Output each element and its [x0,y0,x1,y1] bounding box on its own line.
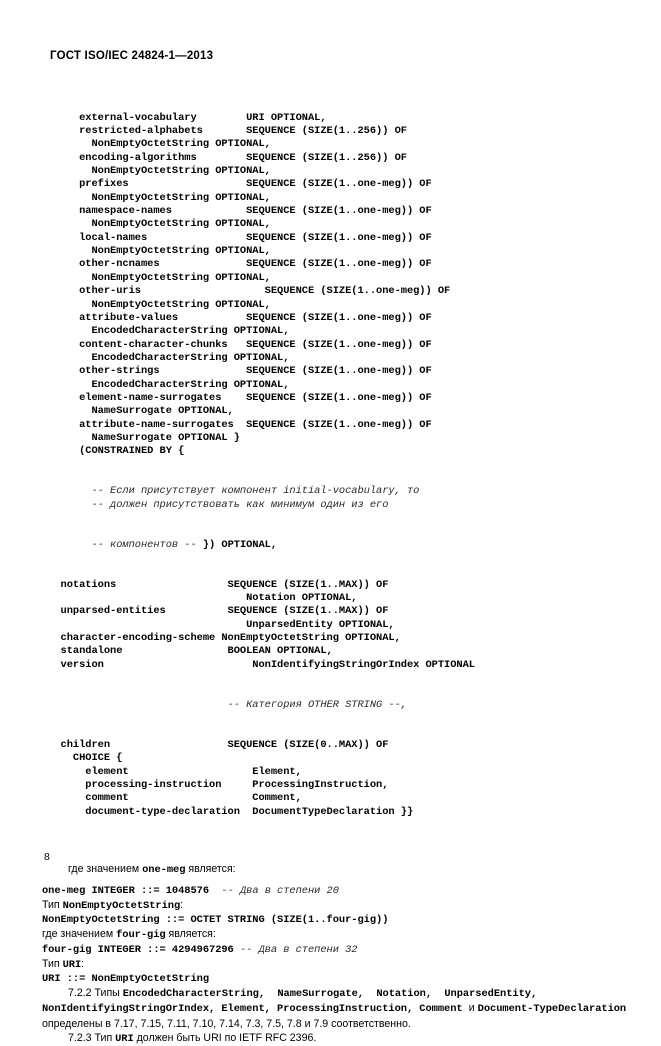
uri-type-label-post: : [81,957,85,970]
clause-7-2-3 [42,1031,642,1046]
spacer [42,877,642,884]
asn1-line: NonEmptyOctetString OPTIONAL, [42,218,271,231]
asn1-line: other-uris SEQUENCE (SIZE(1..one-meg)) OF [42,285,451,298]
asn1-line: NonEmptyOctetString OPTIONAL, [42,271,271,284]
nonempty-type-label [42,898,642,913]
spacer [42,855,642,862]
asn1-line: external-vocabulary URI OPTIONAL, [42,111,327,124]
nonempty-type-label-post: : [180,899,184,911]
asn1-comment-tail-prefix: -- компонентов -- [42,538,203,551]
asn1-line: UnparsedEntity OPTIONAL, [42,618,395,631]
four-gig-definition [42,943,642,957]
asn1-line: Notation OPTIONAL, [42,592,358,605]
asn1-line: document-type-declaration DocumentTypeDeclaration }} [42,805,414,818]
asn1-line: content-character-chunks SEQUENCE (SIZE(1..one-meg)) OF [42,338,432,351]
four-gig-intro-post: является: [165,928,216,941]
four-gig-intro-pre: где значением [42,928,117,941]
clause-723-number: 7.2.3 [68,1031,95,1044]
nonempty-definition: NonEmptyOctetString ::= OCTET STRING (SIZE(1..four-gig)) [42,914,389,927]
four-gig-intro [42,927,642,942]
asn1-line: standalone BOOLEAN OPTIONAL, [42,645,333,658]
asn1-line: NameSurrogate OPTIONAL } [42,431,240,444]
asn1-listing-lines-tail [42,739,642,819]
asn1-line: children SEQUENCE (SIZE(0..MAX)) OF [42,738,389,751]
asn1-line: processing-instruction ProcessingInstruction, [42,778,389,791]
running-header: ГОСТ ISO/IEC 24824-1—2013 [50,50,214,62]
clause-722-conj: и [468,1002,478,1015]
clause-722-word-types: Типы [94,987,123,1000]
four-gig-definition-comment: -- Два в степени 32 [239,943,358,956]
asn1-line: CHOICE { [42,752,123,765]
one-meg-intro [42,862,642,877]
asn1-line: NonEmptyOctetString OPTIONAL, [42,138,271,151]
asn1-line: version NonIdentifyingStringOrIndex OPTIONAL [42,658,475,671]
asn1-listing [42,85,642,846]
uri-type-label-code: URI [62,958,82,971]
nonempty-type-label-pre: Тип [42,899,63,911]
asn1-category-comment: -- Категория OTHER STRING --, [227,698,407,711]
prose-section [42,855,642,1046]
asn1-line: (CONSTRAINED BY { [42,445,185,458]
asn1-line: EncodedCharacterString OPTIONAL, [42,351,290,364]
uri-type-label-pre: Тип [42,957,63,970]
one-meg-definition [42,884,642,898]
asn1-line: encoding-algorithms SEQUENCE (SIZE(1..256)) OF [42,151,407,164]
asn1-category-comment-line [42,699,642,712]
asn1-line: local-names SEQUENCE (SIZE(1..one-meg)) OF [42,231,432,244]
page-number: 8 [44,851,50,863]
asn1-line: notations SEQUENCE (SIZE(1..MAX)) OF [42,578,389,591]
one-meg-intro-pre: где значением [68,862,143,875]
clause-722-types: EncodedCharacterString, NameSurrogate, Notation, UnparsedEntity, NonIdentifyingStringOrIndex, Element, ProcessingInstruction, Comment [42,988,544,1016]
uri-type-label [42,957,642,972]
asn1-line: attribute-name-surrogates SEQUENCE (SIZE(1..one-meg)) OF [42,418,432,431]
one-meg-definition-code: one-meg INTEGER ::= 1048576 [42,884,222,897]
clause-723-code: URI [115,1032,134,1045]
nonempty-type-label-code: NonEmptyOctetString [62,900,181,912]
asn1-listing-comments [42,485,642,512]
page-body [42,85,642,1046]
clause-723-post: должен быть URI по IETF RFC 2396. [133,1031,317,1044]
asn1-line: EncodedCharacterString OPTIONAL, [42,378,290,391]
asn1-line: prefixes SEQUENCE (SIZE(1..one-meg)) OF [42,178,432,191]
asn1-line: namespace-names SEQUENCE (SIZE(1..one-meg)) OF [42,205,432,218]
asn1-comment-tail-line [42,539,642,552]
asn1-line: other-ncnames SEQUENCE (SIZE(1..one-meg)) OF [42,258,432,271]
asn1-line: NonEmptyOctetString OPTIONAL, [42,245,271,258]
asn1-line: element Element, [42,765,302,778]
asn1-line: element-name-surrogates SEQUENCE (SIZE(1..one-meg)) OF [42,391,432,404]
one-meg-intro-post: является: [185,862,236,875]
uri-definition: URI ::= NonEmptyOctetString [42,973,210,986]
asn1-line: NonEmptyOctetString OPTIONAL, [42,298,271,311]
asn1-line: character-encoding-scheme NonEmptyOctetString OPTIONAL, [42,632,401,645]
asn1-line: restricted-alphabets SEQUENCE (SIZE(1..256)) OF [42,125,407,138]
asn1-listing-lines-after [42,579,642,672]
asn1-category-comment-indent [42,699,228,711]
asn1-line: NameSurrogate OPTIONAL, [42,405,234,418]
asn1-line: NonEmptyOctetString OPTIONAL, [42,165,271,178]
asn1-line: comment Comment, [42,792,302,805]
asn1-line: -- Если присутствует компонент initial-vocabulary, то [42,485,420,498]
asn1-line: NonEmptyOctetString OPTIONAL, [42,191,271,204]
asn1-line: -- должен присутствовать как минимум один из его [42,498,389,511]
asn1-line: other-strings SEQUENCE (SIZE(1..one-meg)) OF [42,365,432,378]
asn1-line: attribute-values SEQUENCE (SIZE(1..one-meg)) OF [42,311,432,324]
asn1-line: unparsed-entities SEQUENCE (SIZE(1..MAX)) OF [42,605,389,618]
asn1-comment-tail-code: }) OPTIONAL, [202,538,278,551]
clause-7-2-2 [42,986,642,1031]
one-meg-intro-code: one-meg [142,863,186,876]
clause-722-types2: Document-TypeDeclaration [477,1003,633,1016]
clause-722-tail: определены в 7.17, 7.15, 7.11, 7.10, 7.14, 7.3, 7.5, 7.8 и 7.9 соответственно. [42,1017,411,1030]
clause-722-number: 7.2.2 [68,987,95,1000]
clause-723-pre: Тип [94,1031,116,1044]
one-meg-definition-comment: -- Два в степени 20 [221,884,339,897]
four-gig-intro-code: four-gig [116,929,166,942]
asn1-line: EncodedCharacterString OPTIONAL, [42,325,290,338]
asn1-listing-lines-top [42,112,642,459]
four-gig-definition-code: four-gig INTEGER ::= 4294967296 [42,943,240,956]
